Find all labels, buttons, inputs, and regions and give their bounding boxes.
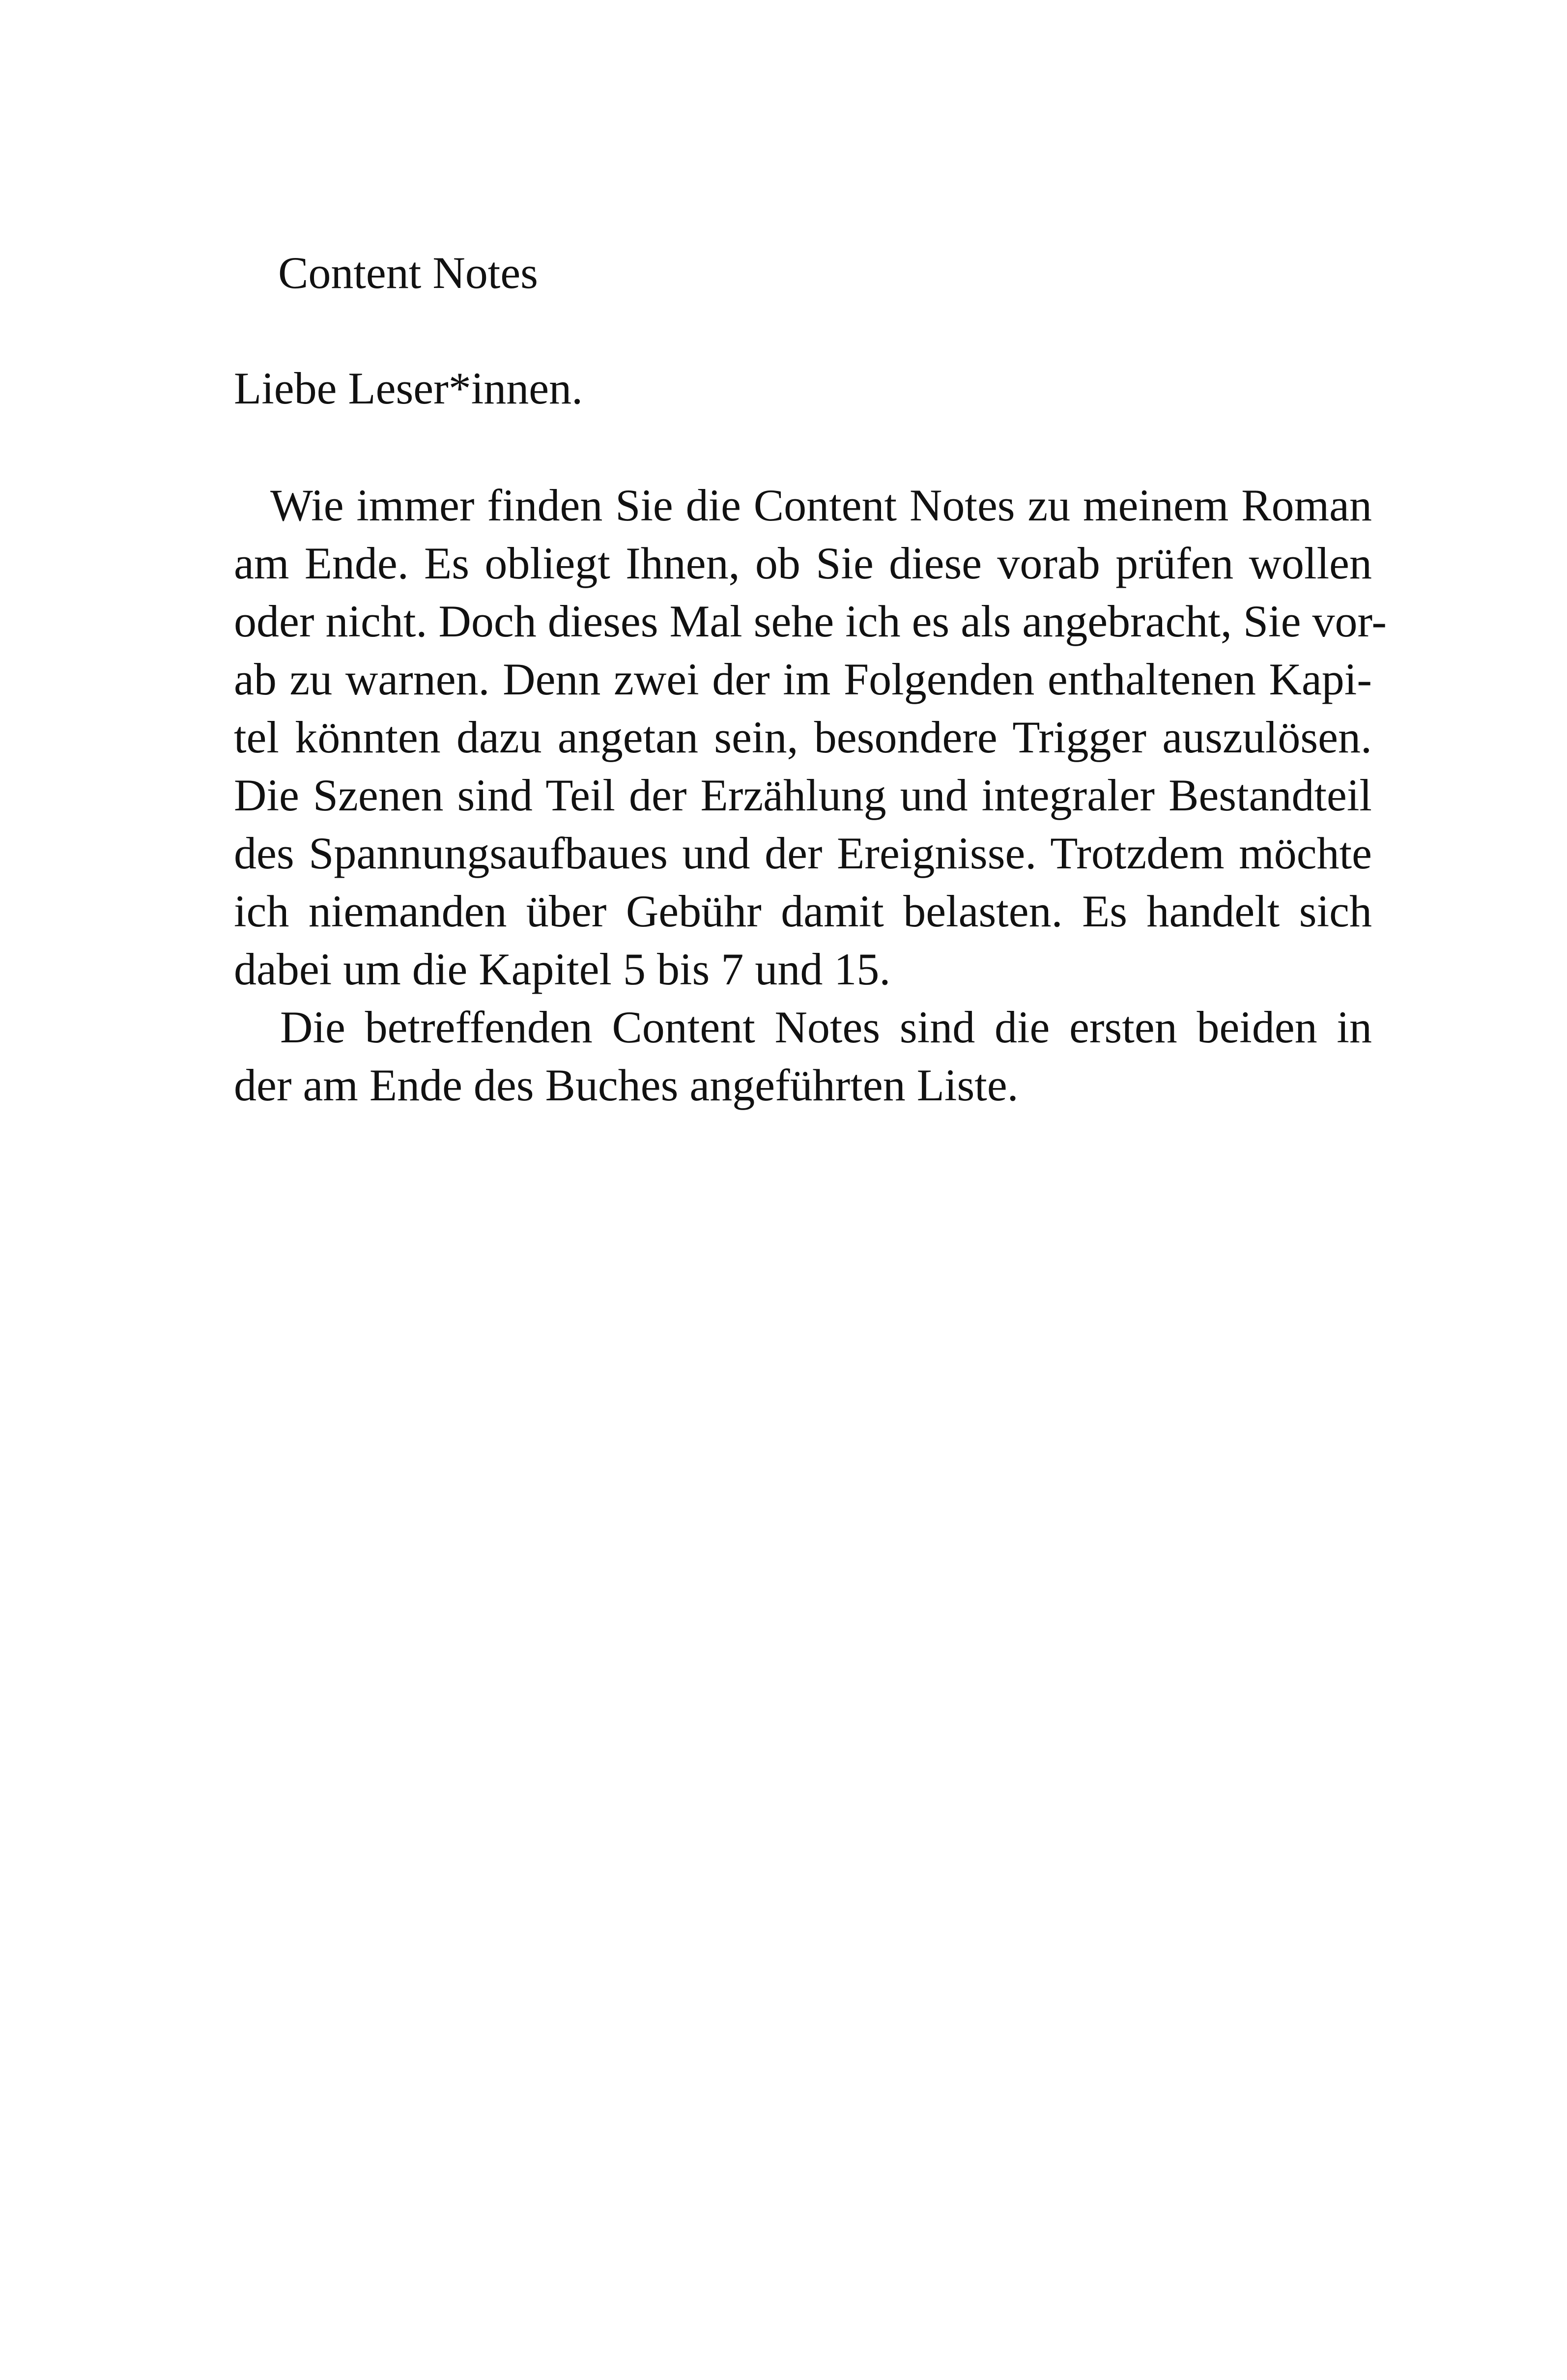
text-line: ab zu warnen. Denn zwei der im Folgenden enthaltenen Kapi- xyxy=(234,654,1372,704)
text-line: Die betreffenden Content Notes sind die ersten beiden in xyxy=(280,1002,1372,1052)
text-line: Die Szenen sind Teil der Erzählung und integraler Bestandteil xyxy=(234,770,1372,820)
text-line: tel könnten dazu angetan sein, besondere Trigger auszulösen. xyxy=(234,712,1372,762)
text-line: ich niemanden über Gebühr damit belasten. Es handelt sich xyxy=(234,886,1372,936)
salutation: Liebe Leser*innen. xyxy=(234,363,583,413)
text-line: Wie immer finden Sie die Content Notes zu meinem Roman xyxy=(270,480,1372,530)
text-line: der am Ende des Buches angeführten Liste. xyxy=(234,1060,1019,1110)
text-line: oder nicht. Doch dieses Mal sehe ich es als angebracht, Sie vor- xyxy=(234,596,1387,646)
text-line: am Ende. Es obliegt Ihnen, ob Sie diese vorab prüfen wollen xyxy=(234,538,1372,588)
text-line: des Spannungsaufbaues und der Ereignisse. Trotzdem möchte xyxy=(234,828,1372,878)
text-line: dabei um die Kapitel 5 bis 7 und 15. xyxy=(234,944,891,994)
page-heading: Content Notes xyxy=(278,248,538,298)
